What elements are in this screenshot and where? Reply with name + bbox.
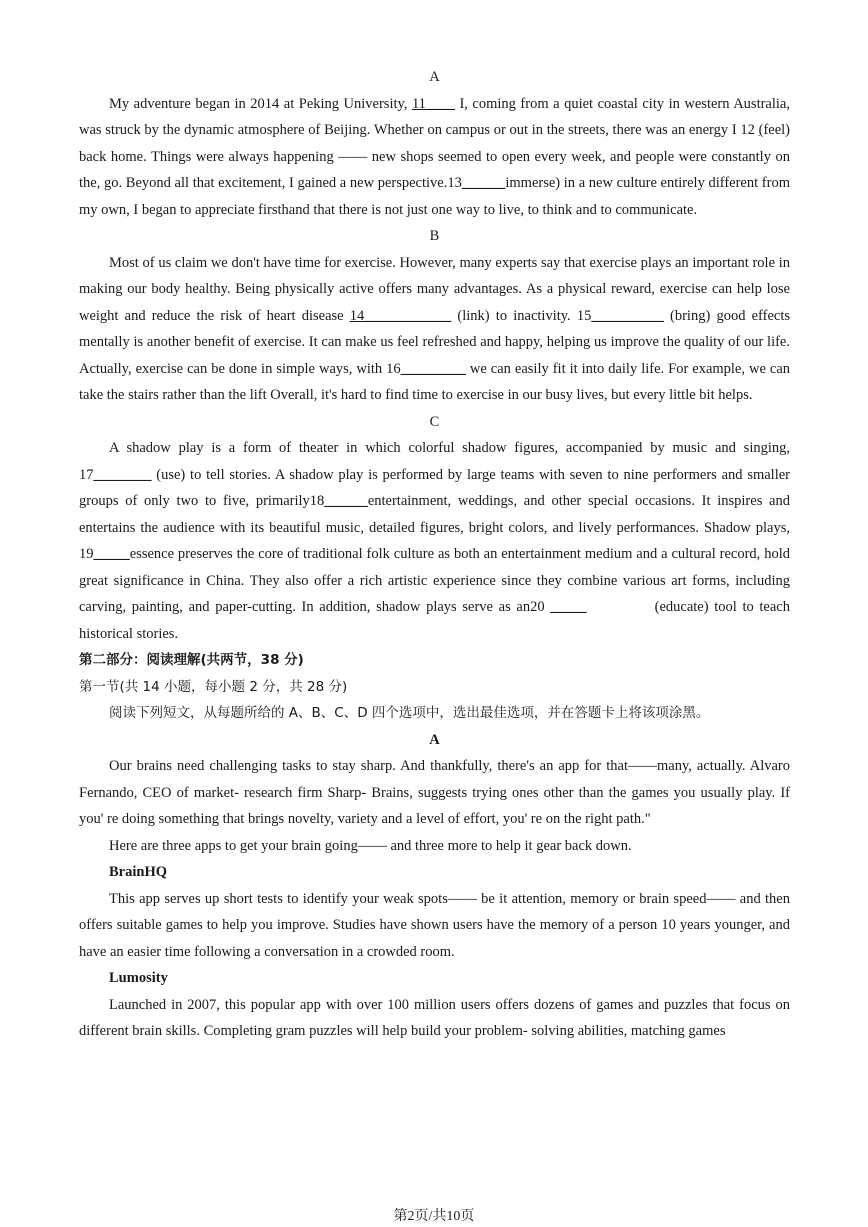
passage-a-text-3: feel) back home. Things were always happening —— new shops seemed to open every week, and people were constantly on the, go. Beyond all that excitement, I gained a new perspective.13 [79, 122, 790, 191]
app-1-text: This app serves up short tests to identify your weak spots—— be it attention, memory or brain speed—— and then offers suitable games to help you improve. Studies have shown users have the memory of a person 10 years younger, and have an easier time following a conversation in a crowded room. [79, 890, 790, 960]
reading-a-para-1: Our brains need challenging tasks to stay sharp. And thankfully, there's an app for that——many, actually. Alvaro Fernando, CEO of market- research firm Sharp- Brains, suggests trying ones other than the games you usually play. If you' re doing something that brings novelty, variety and a level of effort, you' re on the right path." [79, 758, 790, 827]
passage-c-text-3: entertainment, weddings, and other special occasions. It inspires and entertains the audience with its beautiful music, detailed figures, bright colors, and lively performances. Shadow plays, 19 [79, 493, 790, 562]
app-1-title: BrainHQ [109, 864, 168, 880]
blank-14: 14____________ [349, 307, 452, 324]
page-footer: 第2页/共10页 [393, 1209, 475, 1224]
passage-c-label: C [429, 413, 440, 430]
app-2-title: Lumosity [109, 970, 168, 986]
passage-c-text-1: A shadow play is a form of theater in which colorful shadow figures, accompanied by music and singing, 17 [79, 440, 790, 483]
blank-12: ( [758, 122, 764, 138]
blank-20: _____ [550, 599, 587, 615]
app-2-text: Launched in 2007, this popular app with over 100 million users offers dozens of games and puzzles that focus on different brain skills. Completing gram puzzles will help build your problem- solving abilities, matching games [79, 996, 790, 1039]
passage-a-text-4: immerse) in a new culture entirely different from my own, I began to appreciate firsthand that there is not just one way to live, to think and to communicate. [79, 175, 790, 218]
blank-16: _________ [400, 360, 466, 377]
blank-18: ______ [324, 493, 368, 509]
part-two-subtitle: 第一节(共 14 小题，每小题 2 分，共 28 分) [79, 678, 348, 695]
blank-19: _____ [93, 546, 130, 562]
part-two-subtitle-line [79, 674, 790, 701]
passage-b-text-1: Most of us claim we don't have time for exercise. However, many experts say that exercise plays an important role in making our body healthy. Being physically active offers many advantages. As a physical reward, exercise can help lose weight and reduce the risk of heart disease [79, 254, 790, 324]
part-two-instruction: 阅读下列短文，从每题所给的 A、B、C、D 四个选项中，选出最佳选项，并在答题卡上将该项涂黑。 [109, 705, 710, 721]
document-page [79, 64, 794, 1045]
passage-a-text-2: I, coming from a quiet coastal city in western Australia, was struck by the dynamic atmosphere of Beijing. Whether on campus or out in the streets, there was an energy I 12 [79, 95, 790, 138]
passage-b-text-3: (bring) good effects mentally is another benefit of exercise. It can make us feel refreshed and happy, helping us improve the quality of our life. Actually, exercise can be done in simple ways, with 16 [79, 307, 790, 377]
passage-c-text-4: essence preserves the core of traditional folk culture as both an entertainment medium and a cultural record, hold great significance in China. They also offer a rich artistic experience since they combine various art forms, including carving, painting, and paper-cutting. In addition, shadow plays serve as an20 [79, 546, 790, 615]
passage-c-text-5: (educate) tool to teach historical stories. [79, 599, 794, 642]
passage-a-text [79, 91, 790, 224]
passage-b-text [79, 250, 790, 409]
blank-15: __________ [591, 307, 664, 324]
passage-b-text-4: we can easily fit it into daily life. For example, we can take the stairs rather than the lift Overall, it's hard to find time to exercise in our busy lives, but every little bit helps. [79, 360, 791, 403]
part-two-title: 第二部分：阅读理解(共两节，38 分) [79, 652, 304, 668]
reading-a-label: A [429, 731, 440, 748]
blank-17: ________ [93, 466, 152, 483]
blank-13: ______ [461, 175, 506, 191]
passage-c-text-2: (use) to tell stories. A shadow play is performed by large teams with seven to nine performers and smaller groups of only two to five, primarily18 [79, 466, 790, 509]
passage-b-label: B [429, 228, 440, 244]
part-two-title-line [79, 647, 790, 674]
part-two-instruction-line [79, 700, 790, 727]
passage-b-text-2: (link) to inactivity. 15 [451, 307, 592, 324]
passage-a-text-1: My adventure began in 2014 at Peking University, [109, 95, 412, 112]
passage-c-text [79, 435, 794, 647]
reading-a-para-2: Here are three apps to get your brain going—— and three more to help it gear back down. [109, 837, 632, 854]
passage-a-label: A [429, 69, 440, 85]
blank-11: 11____ [411, 95, 455, 112]
